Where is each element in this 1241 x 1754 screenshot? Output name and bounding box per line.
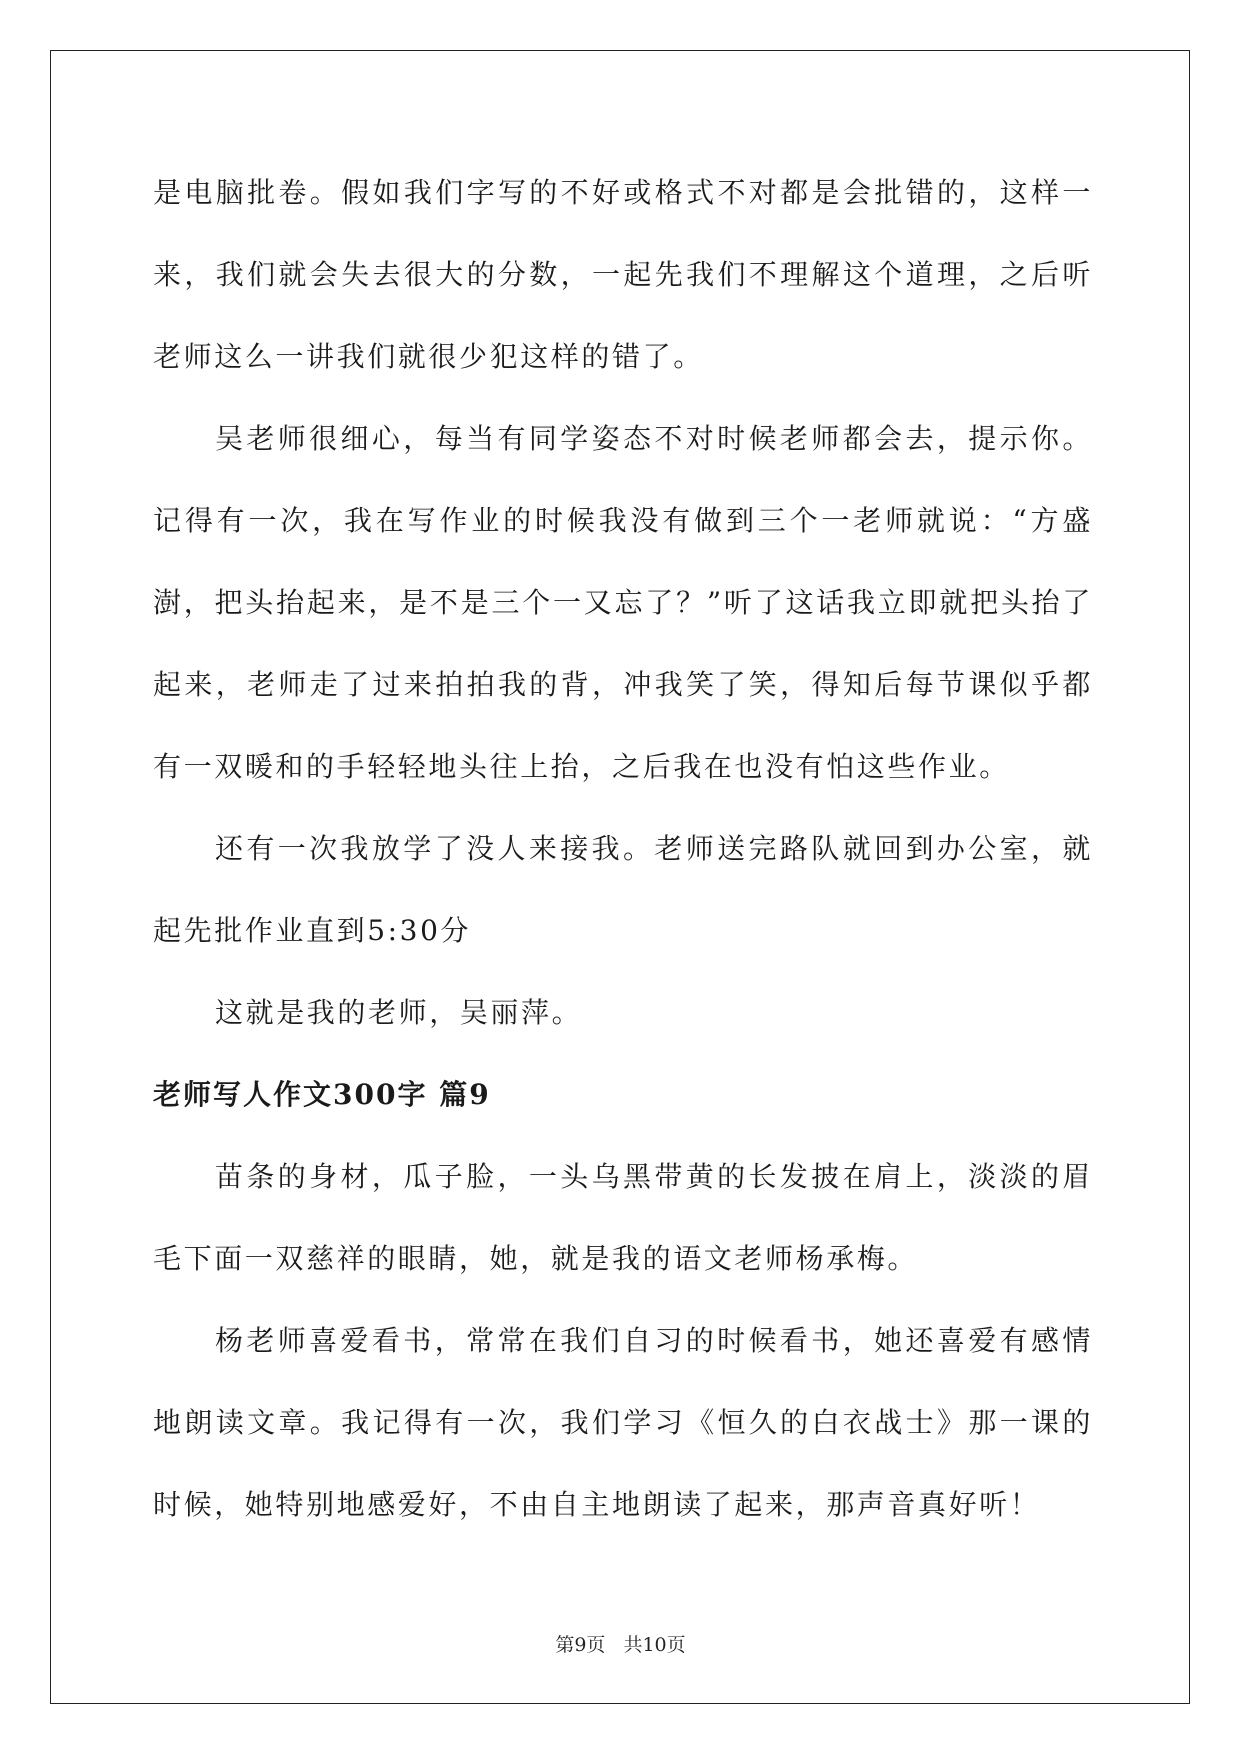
paragraph: 是电脑批卷。假如我们字写的不好或格式不对都是会批错的，这样一来，我们就会失去很大的分数，一起先我们不理解这个道理，之后听老师这么一讲我们就很少犯这样的错了。 <box>153 176 1093 373</box>
paragraph: 吴老师很细心，每当有同学姿态不对时候老师都会去，提示你。记得有一次，我在写作业的时候我没有做到三个一老师就说：“方盛澍，把头抬起来，是不是三个一又忘了？”听了这话我立即就把头抬了起来，老师走了过来拍拍我的背，冲我笑了笑，得知后每节课似乎都有一双暖和的手轻轻地头往上抬，之后我在也没有怕这些作业。 <box>153 422 1093 783</box>
paragraph: 杨老师喜爱看书，常常在我们自习的时候看书，她还喜爱有感情地朗读文章。我记得有一次，我们学习《恒久的白衣战士》那一课的时候，她特别地感爱好，不由自主地朗读了起来，那声音真好听！ <box>153 1324 1093 1521</box>
paragraph: 苗条的身材，瓜子脸，一头乌黑带黄的长发披在肩上，淡淡的眉毛下面一双慈祥的眼睛，她，就是我的语文老师杨承梅。 <box>153 1160 1093 1275</box>
paragraph: 还有一次我放学了没人来接我。老师送完路队就回到办公室，就起先批作业直到5:30分 <box>153 832 1093 947</box>
section-heading: 老师写人作文300字 篇9 <box>153 1078 491 1111</box>
page-number: 第9页 <box>555 1634 606 1656</box>
paragraph: 这就是我的老师，吴丽萍。 <box>215 996 583 1029</box>
document-body <box>153 152 1093 1546</box>
page-total: 共10页 <box>623 1634 686 1656</box>
page-footer <box>0 1630 1241 1657</box>
